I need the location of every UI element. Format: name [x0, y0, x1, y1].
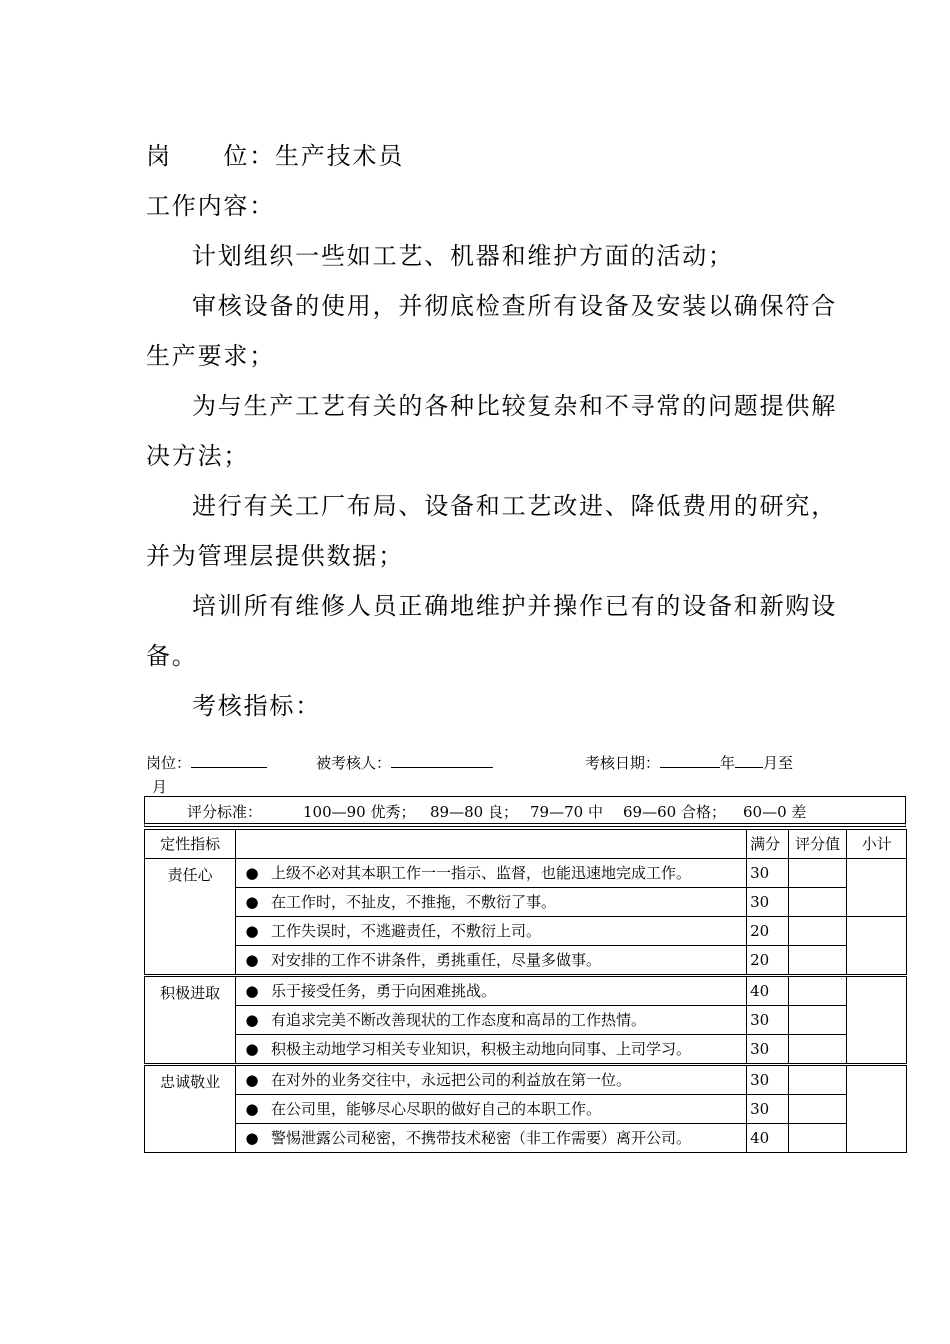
duty-4: 进行有关工厂布局、设备和工艺改进、降低费用的研究，: [192, 492, 837, 520]
item-text: 在对外的业务交往中，永远把公司的利益放在第一位。: [268, 1065, 747, 1095]
bullet-icon: ●: [236, 1035, 268, 1065]
work-content-label: 工作内容：: [146, 192, 275, 220]
header-score: 评分值: [788, 830, 847, 859]
header-indicator: 定性指标: [145, 830, 236, 859]
table-row: [145, 976, 907, 1006]
score-cell[interactable]: [788, 1095, 847, 1124]
table-row: [145, 1095, 907, 1124]
form-post: [146, 752, 267, 773]
item-full: 30: [747, 1065, 789, 1095]
item-text: 乐于接受任务，勇于向困难挑战。: [268, 976, 747, 1006]
item-text: 有追求完美不断改善现状的工作态度和高昂的工作热情。: [268, 1006, 747, 1035]
duty-3: 为与生产工艺有关的各种比较复杂和不寻常的问题提供解: [192, 392, 837, 420]
post-label: 岗 位：: [146, 142, 275, 170]
post-line: [146, 136, 404, 171]
bullet-icon: ●: [236, 1006, 268, 1035]
score-cell[interactable]: [788, 1124, 847, 1153]
form-month: 月: [152, 778, 168, 796]
assessee-blank[interactable]: [391, 753, 493, 768]
duty-1: 计划组织一些如工艺、机器和维护方面的活动；: [192, 242, 734, 270]
bullet-icon: ●: [236, 976, 268, 1006]
score-cell[interactable]: [788, 917, 847, 946]
table-row: [145, 917, 907, 946]
duty-2: 审核设备的使用，并彻底检查所有设备及安装以确保符合: [192, 292, 837, 320]
scale-medium: 79—70 中: [530, 803, 603, 821]
header-subtotal: 小计: [847, 830, 907, 859]
subtotal-cell[interactable]: [847, 859, 907, 917]
subtotal-cell[interactable]: [847, 976, 907, 1065]
item-text: 在公司里，能够尽心尽职的做好自己的本职工作。: [268, 1095, 747, 1124]
item-full: 30: [747, 1095, 789, 1124]
score-cell[interactable]: [788, 946, 847, 976]
scale-pass: 69—60 合格；: [623, 803, 726, 821]
item-full: 40: [747, 976, 789, 1006]
post-blank[interactable]: [191, 753, 267, 768]
scale-excellent: 100—90 优秀；: [303, 803, 416, 821]
kpi-label: 考核指标：: [192, 692, 321, 720]
scoring-standard: [144, 796, 906, 827]
form-post-label: 岗位：: [146, 754, 192, 772]
item-text: 对安排的工作不讲条件，勇挑重任，尽量多做事。: [268, 946, 747, 976]
bullet-icon: ●: [236, 1124, 268, 1153]
header-blank: [236, 830, 747, 859]
scale-label: 评分标准：: [187, 803, 263, 821]
item-full: 30: [747, 859, 789, 888]
form-date: [585, 752, 793, 773]
scale-poor: 60—0 差: [743, 803, 807, 821]
table-row: [145, 1065, 907, 1095]
bullet-icon: ●: [236, 946, 268, 976]
item-text: 上级不必对其本职工作一一指示、监督，也能迅速地完成工作。: [268, 859, 747, 888]
item-text: 积极主动地学习相关专业知识，积极主动地向同事、上司学习。: [268, 1035, 747, 1065]
duty-3-cont: 决方法；: [146, 442, 250, 470]
bullet-icon: ●: [236, 917, 268, 946]
group-name-1: 责任心: [145, 859, 236, 976]
group-name-2: 积极进取: [145, 976, 236, 1065]
month-blank[interactable]: [735, 753, 763, 768]
table-header-row: [145, 830, 907, 859]
table-row: [145, 859, 907, 888]
table-row: [145, 946, 907, 976]
item-text: 工作失误时，不逃避责任，不敷衍上司。: [268, 917, 747, 946]
scale-good: 89—80 良；: [430, 803, 518, 821]
score-cell[interactable]: [788, 976, 847, 1006]
header-full: 满分: [747, 830, 789, 859]
form-date-label: 考核日期：: [585, 754, 661, 772]
score-cell[interactable]: [788, 888, 847, 917]
item-full: 30: [747, 888, 789, 917]
subtotal-cell[interactable]: [847, 917, 907, 976]
score-cell[interactable]: [788, 1065, 847, 1095]
bullet-icon: ●: [236, 1095, 268, 1124]
item-full: 30: [747, 1006, 789, 1035]
year-blank[interactable]: [660, 753, 720, 768]
assessment-table: [144, 829, 907, 1153]
year-label: 年: [720, 754, 736, 772]
duty-5: 培训所有维修人员正确地维护并操作已有的设备和新购设: [192, 592, 837, 620]
month-to-label: 月至: [763, 754, 794, 772]
form-assessee-label: 被考核人：: [316, 754, 392, 772]
duty-5-cont: 备。: [146, 642, 198, 670]
table-row: [145, 888, 907, 917]
score-cell[interactable]: [788, 1035, 847, 1065]
item-full: 30: [747, 1035, 789, 1065]
post-value: 生产技术员: [275, 142, 404, 170]
group-name-3: 忠诚敬业: [145, 1065, 236, 1153]
item-text: 在工作时，不扯皮，不推拖，不敷衍了事。: [268, 888, 747, 917]
table-row: [145, 1035, 907, 1065]
duty-4-cont: 并为管理层提供数据；: [146, 542, 404, 570]
form-assessee: [316, 752, 493, 773]
bullet-icon: ●: [236, 1065, 268, 1095]
item-full: 20: [747, 917, 789, 946]
item-full: 40: [747, 1124, 789, 1153]
score-cell[interactable]: [788, 859, 847, 888]
score-cell[interactable]: [788, 1006, 847, 1035]
item-full: 20: [747, 946, 789, 976]
table-row: [145, 1006, 907, 1035]
subtotal-cell[interactable]: [847, 1065, 907, 1153]
table-row: [145, 1124, 907, 1153]
item-text: 警惕泄露公司秘密，不携带技术秘密（非工作需要）离开公司。: [268, 1124, 747, 1153]
duty-2-cont: 生产要求；: [146, 342, 275, 370]
bullet-icon: ●: [236, 859, 268, 888]
bullet-icon: ●: [236, 888, 268, 917]
